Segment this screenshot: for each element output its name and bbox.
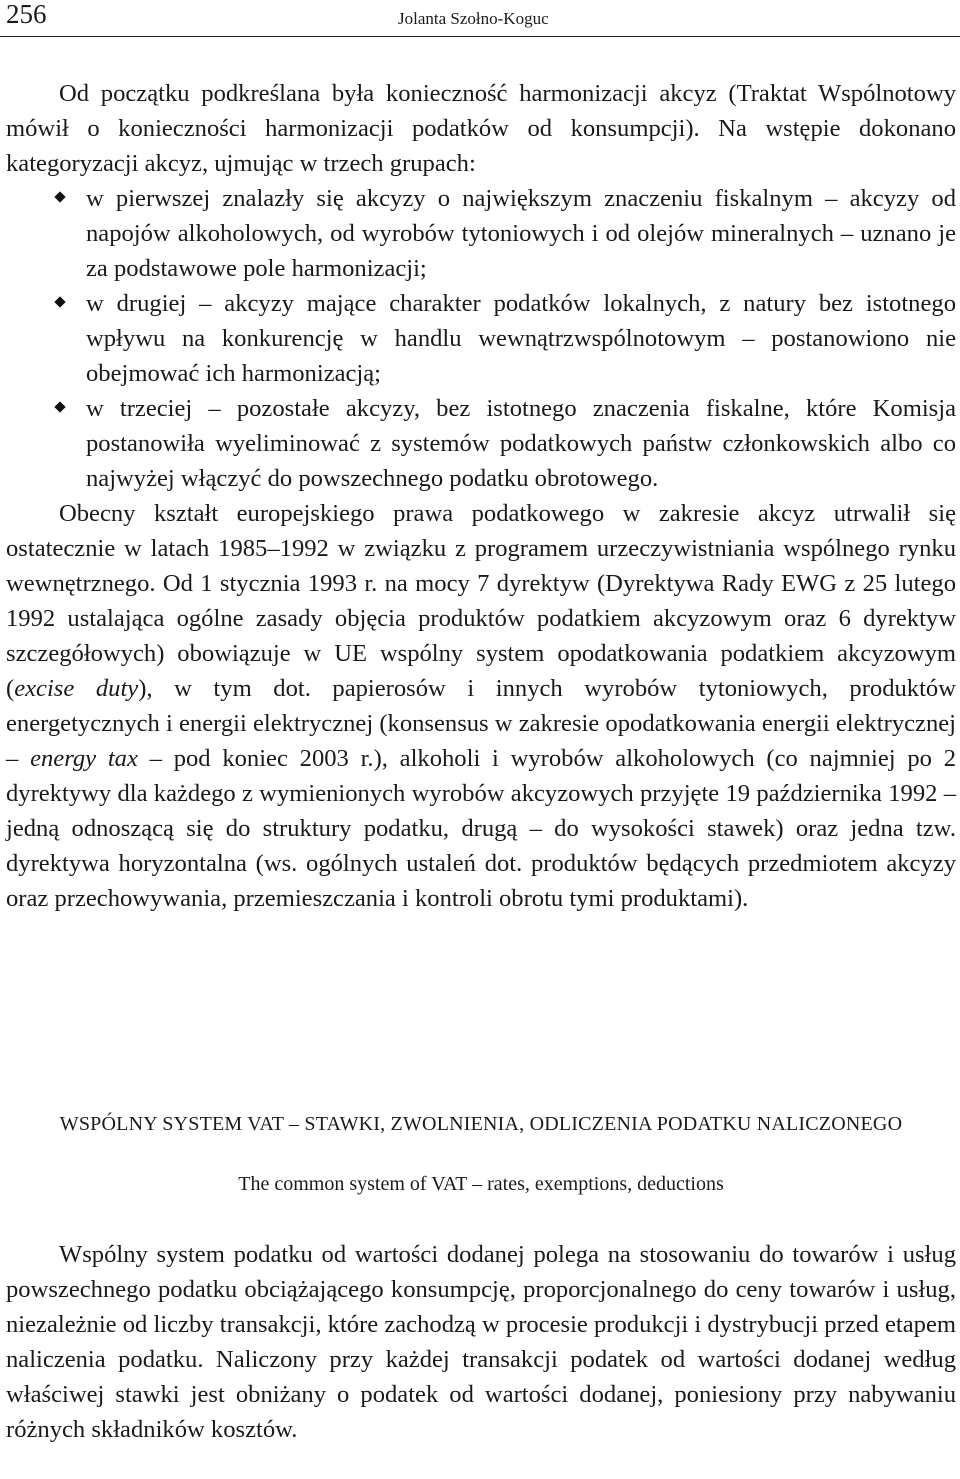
directives-paragraph: [6, 496, 956, 916]
bullet-list: [6, 181, 956, 496]
running-header: [0, 0, 960, 37]
bullet-text: w trzeciej – pozostałe akcyzy, bez istotnego znaczenia fiskalne, które Komisja postanowiła wyeliminować z systemów podatkowych państw członkowskich albo co najwyżej włączyć do powszechnego podatku obrotowego.: [86, 395, 956, 492]
section-subtitle: The common system of VAT – rates, exemptions, deductions: [238, 1173, 724, 1195]
diamond-bullet-icon: [54, 191, 65, 202]
vat-paragraph: Wspólny system podatku od wartości dodanej polega na stosowaniu do towarów i usług powszechnego podatku obciążającego konsumpcję, proporcjonalnego do ceny towarów i usług, niezależnie od liczby transakcji, które zachodzą w procesie produkcji i dystrybucji przed etapem naliczenia podatku. Naliczony przy każdej transakcji podatek od wartości dodanej według właściwej stawki jest obniżany o podatek od wartości dodanej, poniesiony przy nabywaniu różnych składników kosztów.: [6, 1241, 956, 1443]
running-author: Jolanta Szołno-Koguc: [398, 9, 549, 28]
page-number: 256: [6, 0, 47, 29]
intro-paragraph: Od początku podkreślana była konieczność harmonizacji akcyz (Traktat Wspólnotowy mówił o konieczności harmonizacji podatków od konsumpcji). Na wstępie dokonano kategoryzacji akcyz, ujmując w trzech grupach:: [6, 80, 956, 177]
vat-section-text: [6, 1237, 956, 1447]
akcyza-section-text: [6, 76, 956, 916]
bullet-item: [6, 286, 956, 391]
bullet-item: [6, 181, 956, 286]
bullet-text: w pierwszej znalazły się akcyzy o największym znaczeniu fiskalnym – akcyzy od napojów alkoholowych, od wyrobów tytoniowych i od olejów mineralnych – uznano je za podstawowe pole harmonizacji;: [86, 185, 956, 282]
diamond-bullet-icon: [54, 401, 65, 412]
bullet-text: w drugiej – akcyzy mające charakter podatków lokalnych, z natury bez istotnego wpływu na konkurencję w handlu wewnątrzwspólnotowym – postanowiono nie obejmować ich harmonizacją;: [86, 290, 956, 387]
directives-text-2: ), w tym dot. papierosów i innych wyrobów tytoniowych, produktów energetycznych i energii elektrycznej (konsensus w zakresie opodatkowania energii elektrycznej –: [6, 675, 956, 772]
energy-tax-term: energy tax: [30, 745, 138, 772]
excise-duty-term: excise duty: [14, 675, 139, 702]
bullet-item: [6, 391, 956, 496]
section-heading: WSPÓLNY SYSTEM VAT – STAWKI, ZWOLNIENIA, ODLICZENIA PODATKU NALICZONEGO: [59, 1113, 903, 1135]
directives-text-3: – pod koniec 2003 r.), alkoholi i wyrobów alkoholowych (co najmniej po 2 dyrektywy dla każdego z wymienionych wyrobów akcyzowych przyjęte 19 października 1992 – jedną odnoszącą się do struktury podatku, drugą – do wysokości stawek) oraz jedna tzw. dyrektywa horyzontalna (ws. ogólnych ustaleń dot. produktów będących przedmiotem akcyzy oraz przechowywania, przemieszczania i kontroli obrotu tymi produktami).: [6, 745, 956, 912]
diamond-bullet-icon: [54, 296, 65, 307]
directives-text-1: Obecny kształt europejskiego prawa podatkowego w zakresie akcyz utrwalił się ostatecznie w latach 1985–1992 w związku z programem urzeczywistniania wspólnego rynku wewnętrznego. Od 1 stycznia 1993 r. na mocy 7 dyrektyw (Dyrektywa Rady EWG z 25 lutego 1992 ustalająca ogólne zasady objęcia produktów podatkiem akcyzowym oraz 6 dyrektyw szczegółowych) obowiązuje w UE wspólny system opodatkowania podatkiem akcyzowym (: [6, 500, 956, 702]
